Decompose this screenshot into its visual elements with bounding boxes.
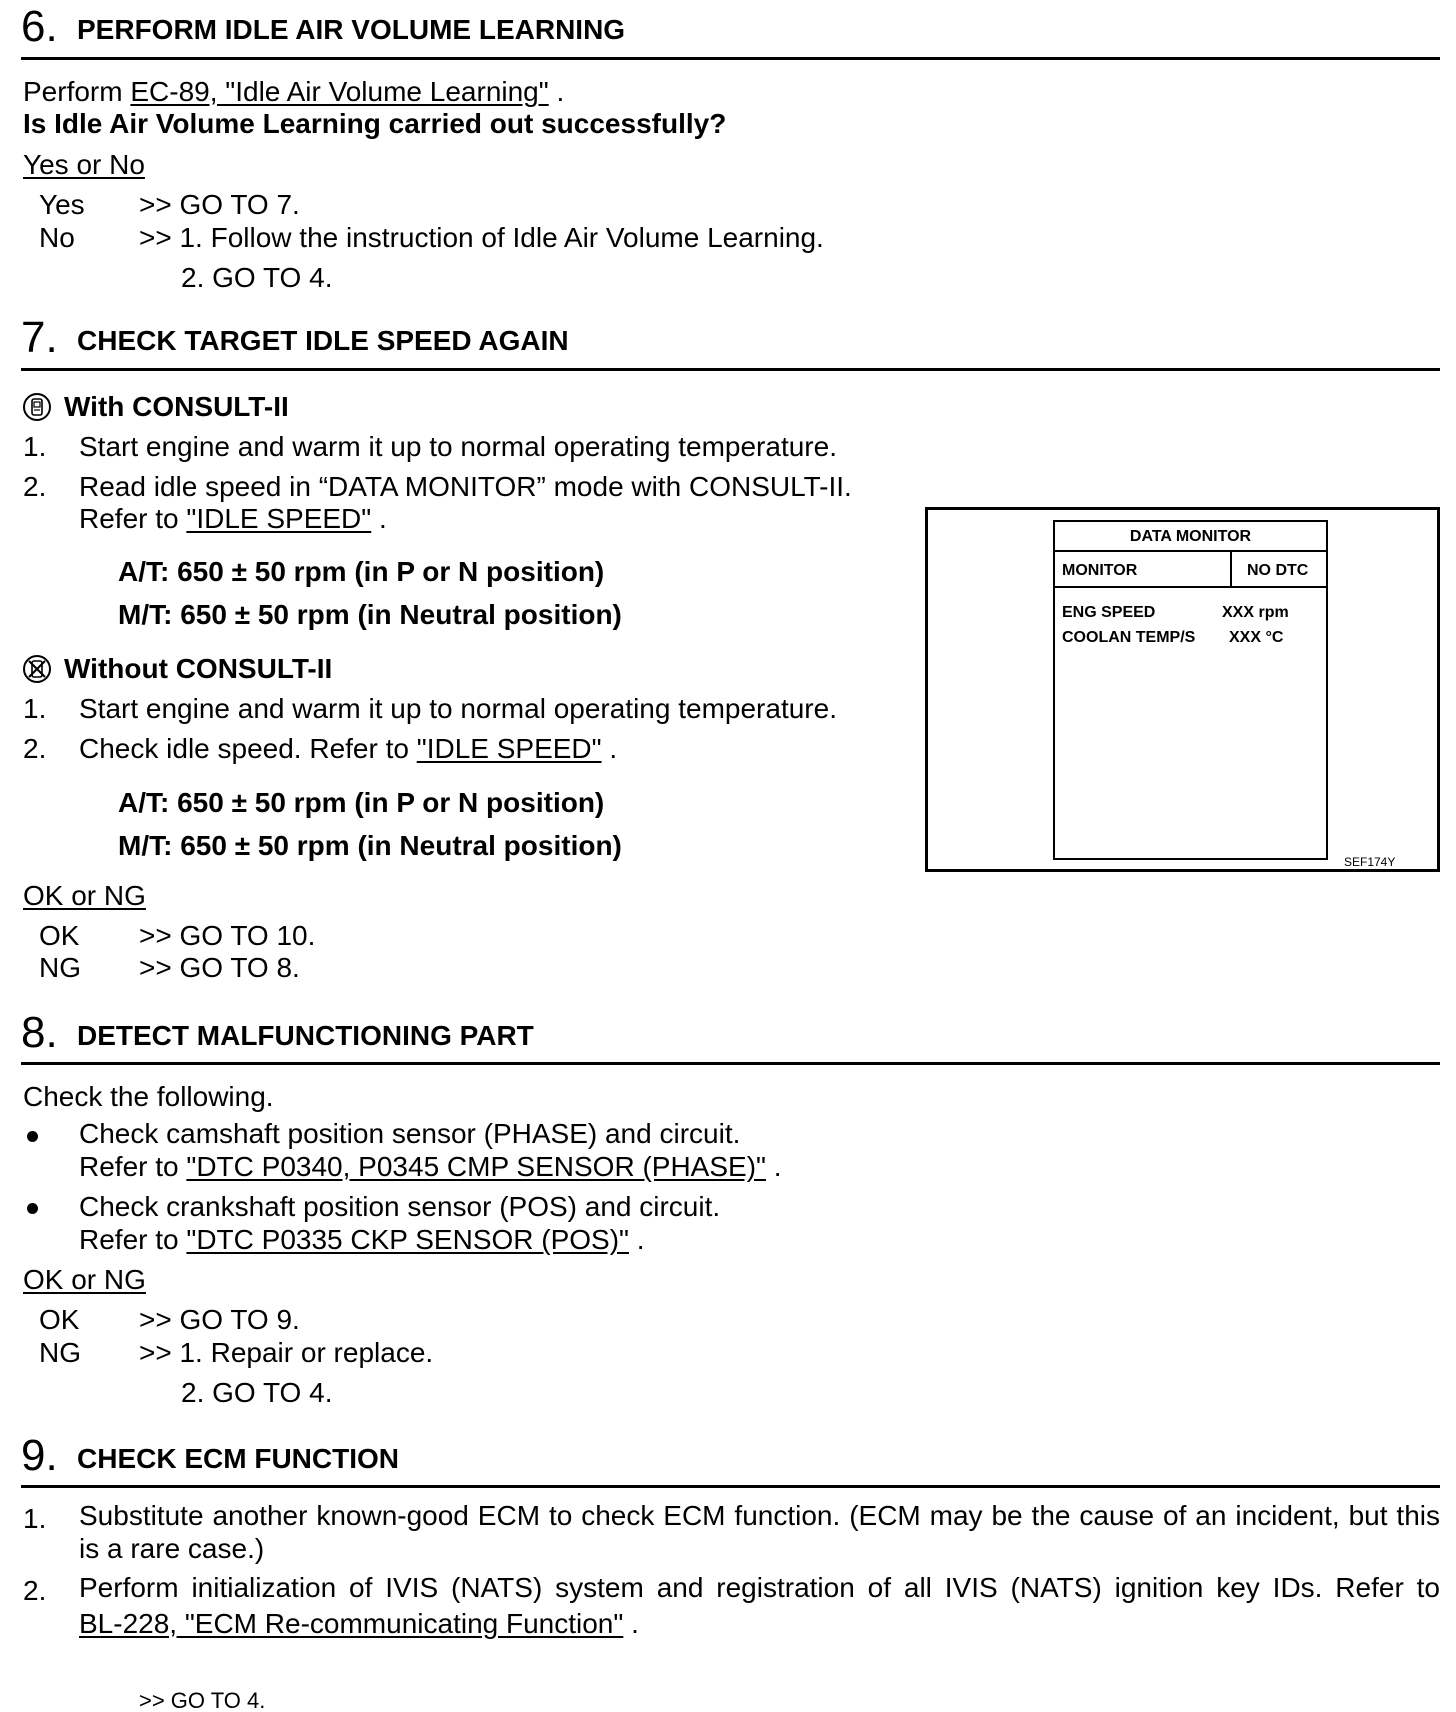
- no-dtc-label: NO DTC: [1247, 562, 1309, 579]
- step-8-title: DETECT MALFUNCTIONING PART: [77, 1020, 534, 1051]
- with-step-2-num: 2.: [23, 471, 47, 502]
- bullet-2-suffix: .: [629, 1224, 645, 1255]
- refer-prefix: Refer to: [79, 503, 187, 534]
- without-suffix: .: [601, 733, 618, 764]
- monitor-header: DATA MONITOR: [1055, 522, 1326, 552]
- bullet-2-line-1: Check crankshaft position sensor (POS) and circuit.: [79, 1191, 721, 1222]
- step-8-ng-action: >> 1. Repair or replace.: [139, 1337, 434, 1368]
- without-step-1: Start engine and warm it up to normal operating temperature.: [79, 693, 837, 724]
- eng-speed-label: ENG SPEED: [1062, 604, 1156, 621]
- step-6-no-action-2: 2. GO TO 4.: [181, 262, 333, 293]
- step-6-yes-action: >> GO TO 7.: [139, 189, 300, 220]
- step-8-ng-action-2: 2. GO TO 4.: [181, 1377, 333, 1408]
- no-consult-icon: [23, 655, 51, 683]
- step-8-divider: [21, 1062, 1440, 1065]
- step-6-divider: [21, 57, 1440, 60]
- bullet-1-refer-line: [79, 1153, 782, 1181]
- monitor-col-label: MONITOR: [1062, 562, 1138, 579]
- without-spec-at: A/T: 650 ± 50 rpm (in P or N position): [118, 787, 605, 818]
- step-6-number: 6.: [21, 2, 58, 51]
- step-8-intro: Check the following.: [23, 1081, 274, 1112]
- monitor-column-divider: [1230, 552, 1232, 586]
- with-spec-at: A/T: 650 ± 50 rpm (in P or N position): [118, 556, 605, 587]
- dtc-p0335-link[interactable]: "DTC P0335 CKP SENSOR (POS)": [186, 1224, 629, 1255]
- bullet-1-suffix: .: [765, 1151, 782, 1182]
- step-7-ng-action: >> GO TO 8.: [139, 952, 300, 983]
- step-7-ng-key: NG: [39, 952, 81, 983]
- bullet-1-line-1: Check camshaft position sensor (PHASE) and circuit.: [79, 1118, 741, 1149]
- perform-suffix: .: [548, 76, 565, 107]
- step-6-title: PERFORM IDLE AIR VOLUME LEARNING: [77, 14, 626, 45]
- dtc-p0340-link[interactable]: "DTC P0340, P0345 CMP SENSOR (PHASE)": [186, 1151, 766, 1182]
- bullet-1-refer: Refer to: [79, 1151, 187, 1182]
- step-6-no-key: No: [39, 222, 75, 253]
- step-7-number: 7.: [21, 313, 58, 362]
- perform-prefix: Perform: [23, 76, 131, 107]
- bullet: [27, 1203, 38, 1214]
- step-8-ok-action: >> GO TO 9.: [139, 1304, 300, 1335]
- step-8-ng-key: NG: [39, 1337, 81, 1368]
- idle-speed-link-2[interactable]: "IDLE SPEED": [416, 733, 602, 764]
- step-9-title: CHECK ECM FUNCTION: [77, 1443, 399, 1474]
- step-6-yes-key: Yes: [39, 189, 85, 220]
- step-9-2-text: Perform initialization of IVIS (NATS) system and registration of all IVIS (NATS) ignition key IDs. Refer to: [79, 1572, 1440, 1603]
- step-9-2-link-line: [79, 1610, 639, 1638]
- step-6-no-action: >> 1. Follow the instruction of Idle Air Volume Learning.: [139, 222, 824, 253]
- without-step-1-num: 1.: [23, 693, 47, 724]
- step-9-2-suffix: .: [623, 1608, 639, 1639]
- without-step-2-line: [79, 735, 617, 763]
- without-consult-title: Without CONSULT-II: [64, 653, 333, 684]
- without-step-2-num: 2.: [23, 733, 47, 764]
- step-7-ok-action: >> GO TO 10.: [139, 920, 316, 951]
- coolant-temp-label: COOLAN TEMP/S: [1062, 629, 1196, 646]
- step-9-goto: >> GO TO 4.: [139, 1690, 266, 1712]
- step-7-result-label: OK or NG: [23, 880, 146, 911]
- step-7-divider: [21, 368, 1440, 371]
- data-monitor-figure: [925, 507, 1440, 872]
- consult-ii-icon: [23, 393, 51, 421]
- with-refer-line: [79, 505, 387, 533]
- monitor-screen: [1053, 520, 1328, 860]
- bullet: [27, 1131, 38, 1142]
- step-8-number: 8.: [21, 1008, 58, 1057]
- step-9-divider: [21, 1485, 1440, 1488]
- perform-line: [23, 78, 564, 106]
- with-step-1: Start engine and warm it up to normal operating temperature.: [79, 431, 837, 462]
- step-9-1-num: 1.: [23, 1503, 47, 1534]
- with-spec-mt: M/T: 650 ± 50 rpm (in Neutral position): [118, 599, 622, 630]
- bullet-2-refer-line: [79, 1226, 645, 1254]
- without-step-2: Check idle speed. Refer to: [79, 733, 417, 764]
- coolant-temp-value: XXX °C: [1229, 629, 1284, 646]
- step-9-1-text: Substitute another known-good ECM to check ECM function. (ECM may be the cause of an incident, but this is a rare case.): [79, 1500, 1440, 1564]
- step-9-2-num: 2.: [23, 1575, 47, 1606]
- figure-code: SEF174Y: [1344, 855, 1396, 869]
- step-7-ok-key: OK: [39, 920, 80, 951]
- monitor-column-row: [1055, 552, 1326, 588]
- bl-228-link[interactable]: BL-228, "ECM Re-communicating Function": [79, 1608, 624, 1639]
- step-9-number: 9.: [21, 1431, 58, 1480]
- step-8-ok-key: OK: [39, 1304, 80, 1335]
- refer-suffix: .: [371, 503, 387, 534]
- step-6-question: Is Idle Air Volume Learning carried out successfully?: [23, 108, 727, 139]
- eng-speed-value: XXX rpm: [1222, 604, 1289, 621]
- step-8-result-label: OK or NG: [23, 1264, 146, 1295]
- without-spec-mt: M/T: 650 ± 50 rpm (in Neutral position): [118, 830, 622, 861]
- bullet-2-refer: Refer to: [79, 1224, 187, 1255]
- idle-speed-link[interactable]: "IDLE SPEED": [186, 503, 372, 534]
- ec-89-link[interactable]: EC-89, "Idle Air Volume Learning": [130, 76, 549, 107]
- with-step-2: Read idle speed in “DATA MONITOR” mode with CONSULT-II.: [79, 471, 852, 502]
- step-6-result-label: Yes or No: [23, 149, 145, 180]
- with-consult-title: With CONSULT-II: [64, 391, 289, 422]
- step-7-title: CHECK TARGET IDLE SPEED AGAIN: [77, 325, 569, 356]
- with-step-1-num: 1.: [23, 431, 47, 462]
